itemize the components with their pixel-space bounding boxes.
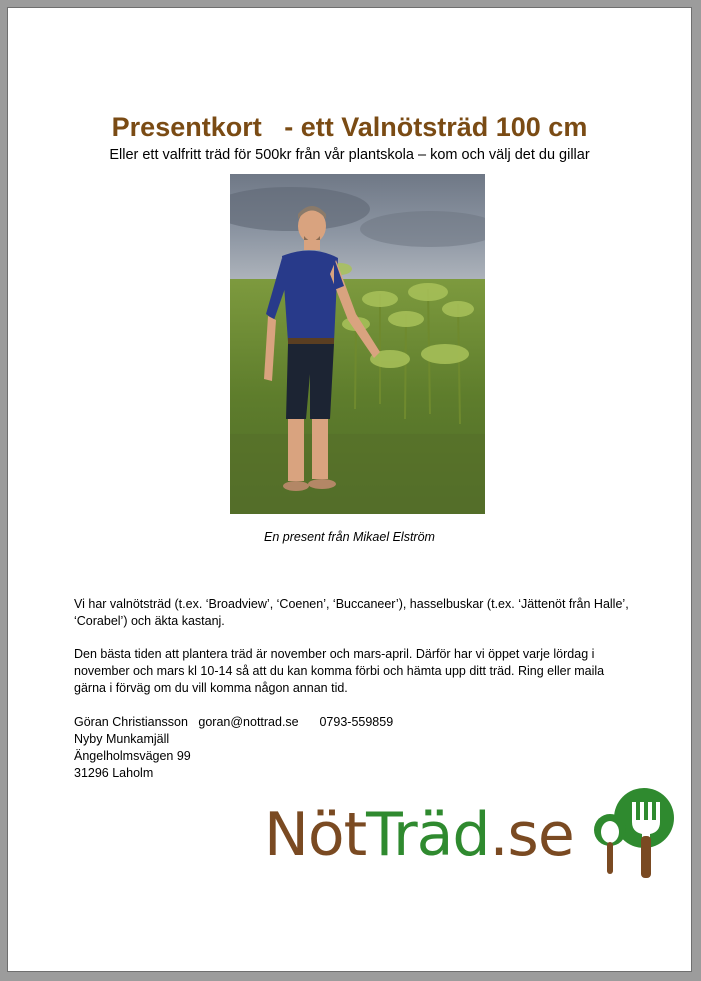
nottrad-logo bbox=[264, 788, 674, 883]
contact-name: Göran Christiansson bbox=[74, 715, 188, 729]
subtitle: Eller ett valfritt träd för 500kr från vår plantskola – kom och välj det du gillar bbox=[109, 147, 590, 163]
page-title: Presentkort - ett Valnötsträd 100 cm bbox=[111, 112, 588, 142]
paragraph-assortment: Vi har valnötsträd (t.ex. ‘Broadview’, ‘Coenen’, ‘Buccaneer’), hasselbuskar (t.ex. ‘Jättenöt från Halle’, ‘Corabel’) och äkta kastanj. bbox=[74, 597, 629, 628]
logo-part-1: Nöt bbox=[264, 800, 367, 870]
document-page bbox=[8, 8, 691, 971]
logo-part-3: .se bbox=[489, 800, 574, 870]
logo-part-2: Träd bbox=[366, 800, 490, 870]
photo-caption: En present från Mikael Elström bbox=[264, 530, 435, 544]
tree-fork-spoon-icon bbox=[580, 788, 676, 883]
contact-first-line bbox=[74, 714, 393, 731]
logo-wordmark bbox=[264, 788, 574, 883]
contact-email[interactable]: goran@nottrad.se bbox=[198, 715, 299, 729]
photo-man-with-walnut-tree bbox=[230, 174, 485, 514]
contact-block bbox=[74, 714, 393, 782]
contact-phone[interactable]: 0793-559859 bbox=[319, 715, 394, 729]
contact-street: Ängelholmsvägen 99 bbox=[74, 749, 191, 763]
contact-place: Nyby Munkamjäll bbox=[74, 732, 170, 746]
paragraph-opening-hours: Den bästa tiden att plantera träd är november och mars-april. Därför har vi öppet varje lördag i november och mars kl 10-14 så att du kan komma förbi och hämta upp ditt träd. Ring eller maila gärna i förväg om du vill komma någon annan tid. bbox=[74, 647, 605, 695]
contact-postal: 31296 Laholm bbox=[74, 766, 154, 780]
